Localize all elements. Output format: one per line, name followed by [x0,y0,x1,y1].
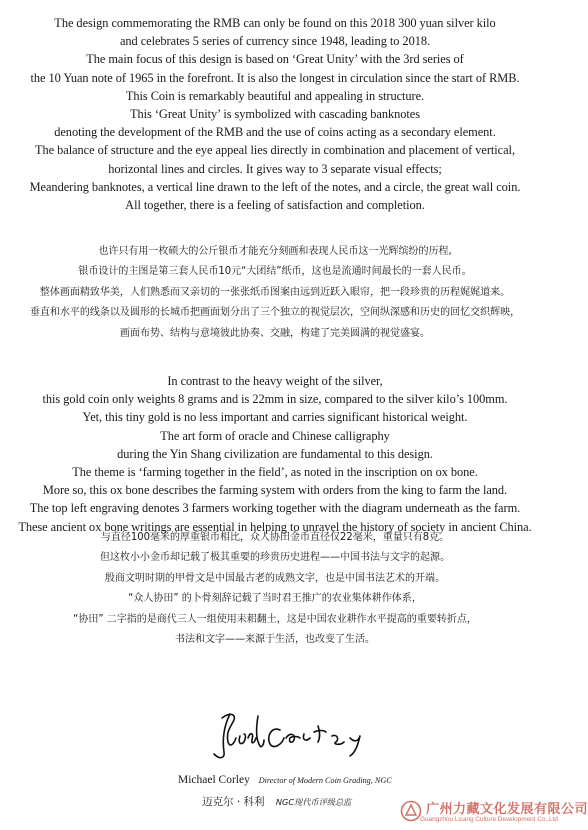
watermark-chinese: 广州力藏文化发展有限公司 [426,802,588,817]
text-line: “众人协田” 的卜骨刻辞记载了当时君王推广的农业集体耕作体系， [128,593,422,605]
company-watermark [400,796,588,830]
text-line: The balance of structure and the eye appeal lies directly in combination and placement of vertical, [34,143,515,158]
text-line: this gold coin only weights 8 grams and is 22mm in size, compared to the silver kilo’s 100mm. [42,392,508,407]
text-line: Yet, this tiny gold is no less important and carries significant historical weight. [82,410,468,425]
text-line: 整体画面精致华美，人们熟悉而又亲切的一张张纸币图案由远到近跃入眼帘，把一段珍贵的历程娓娓道来。 [39,286,511,298]
text-line: 也许只有用一枚硕大的公斤银币才能充分刻画和表现人民币这一光辉缤纷的历程, [98,246,452,257]
text-line: This ‘Great Unity’ is symbolized with cascading banknotes [130,107,420,122]
text-line: and celebrates 5 series of currency since 1948, leading to 2018. [119,34,431,49]
text-line: 银币设计的主图是第三套人民币10元“大团结”纸币，这也是流通时间最长的一套人民币。 [78,266,472,278]
signer-credit-en [178,774,392,786]
signer-title: Director of Modern Coin Grading, NGC [258,776,392,785]
text-line: More so, this ox bone describes the farming system with orders from the king to farm the land. [42,483,508,498]
text-line: The main focus of this design is based on ‘Great Unity’ with the 3rd series of [86,52,464,67]
text-line: the 10 Yuan note of 1965 in the forefront. It is also the longest in circulation since the start of RMB. [30,70,520,85]
text-line: The top left engraving denotes 3 farmers working together with the diagram underneath as the farm. [29,501,521,516]
text-line: 殷商文明时期的甲骨文是中国最古老的成熟文字，也是中国书法艺术的开端。 [104,572,446,584]
english-paragraph-gold-coin [0,372,550,536]
text-line: All together, there is a feeling of satisfaction and completion. [125,198,425,213]
text-line: during the Yin Shang civilization are fundamental to this design. [117,446,433,461]
text-line: 与直径100毫米的厚重银币相比，众人协田金币直径仅22毫米，重量只有8克。 [100,532,450,543]
watermark-english: Guangzhou Licang Culture Development Co.,Ltd [420,816,558,823]
chinese-paragraph-gold-coin [0,528,550,650]
text-line: This Coin is remarkably beautiful and appealing in structure. [125,88,425,103]
text-line: The theme is ‘farming together in the field’, as noted in the inscription on ox bone. [72,465,478,480]
text-line: In contrast to the heavy weight of the silver, [167,374,383,388]
text-line: The design commemorating the RMB can only be found on this 2018 300 yuan silver kilo [54,16,496,30]
company-logo-icon [400,800,422,822]
text-line: The art form of oracle and Chinese calligraphy [160,428,390,443]
text-line: “协田” 二字指的是商代三人一组使用耒耜翻土，这是中国农业耕作水平提高的重要转折点， [73,613,477,625]
handwritten-signature [200,708,380,763]
text-line: horizontal lines and circles. It gives way to 3 separate visual effects; [108,161,442,176]
text-line: Meandering banknotes, a vertical line drawn to the left of the notes, and a circle, the great wall coin. [29,179,521,194]
signer-name-cn: 迈克尔 · 科利 [202,796,265,808]
text-line: 垂直和水平的线条以及圆形的长城币把画面划分出了三个独立的视觉层次，空间纵深感和历史的回忆交织辉映， [29,307,521,319]
chinese-paragraph-silver-coin [0,242,550,344]
english-paragraph-silver-coin [0,14,550,214]
text-line: 书法和文字——来源于生活，也改变了生活。 [174,634,376,646]
text-line: 但这枚小小金币却记载了极其重要的珍贵历史进程——中国书法与文字的起源。 [99,552,451,564]
signer-name: Michael Corley [178,774,250,786]
signer-credit-cn [202,794,351,809]
text-line: These ancient ox bone writings are essential in helping to unravel the history of society in ancient China. [18,519,532,534]
signer-title-cn: NGC现代币评级总监 [275,797,352,807]
text-line: denoting the development of the RMB and the use of coins acting as a secondary element. [54,125,496,140]
signature-drawing [200,708,380,763]
text-line: 画面布势、结构与意境彼此协奏、交融，构建了完美圆满的视觉盛宴。 [119,327,431,339]
